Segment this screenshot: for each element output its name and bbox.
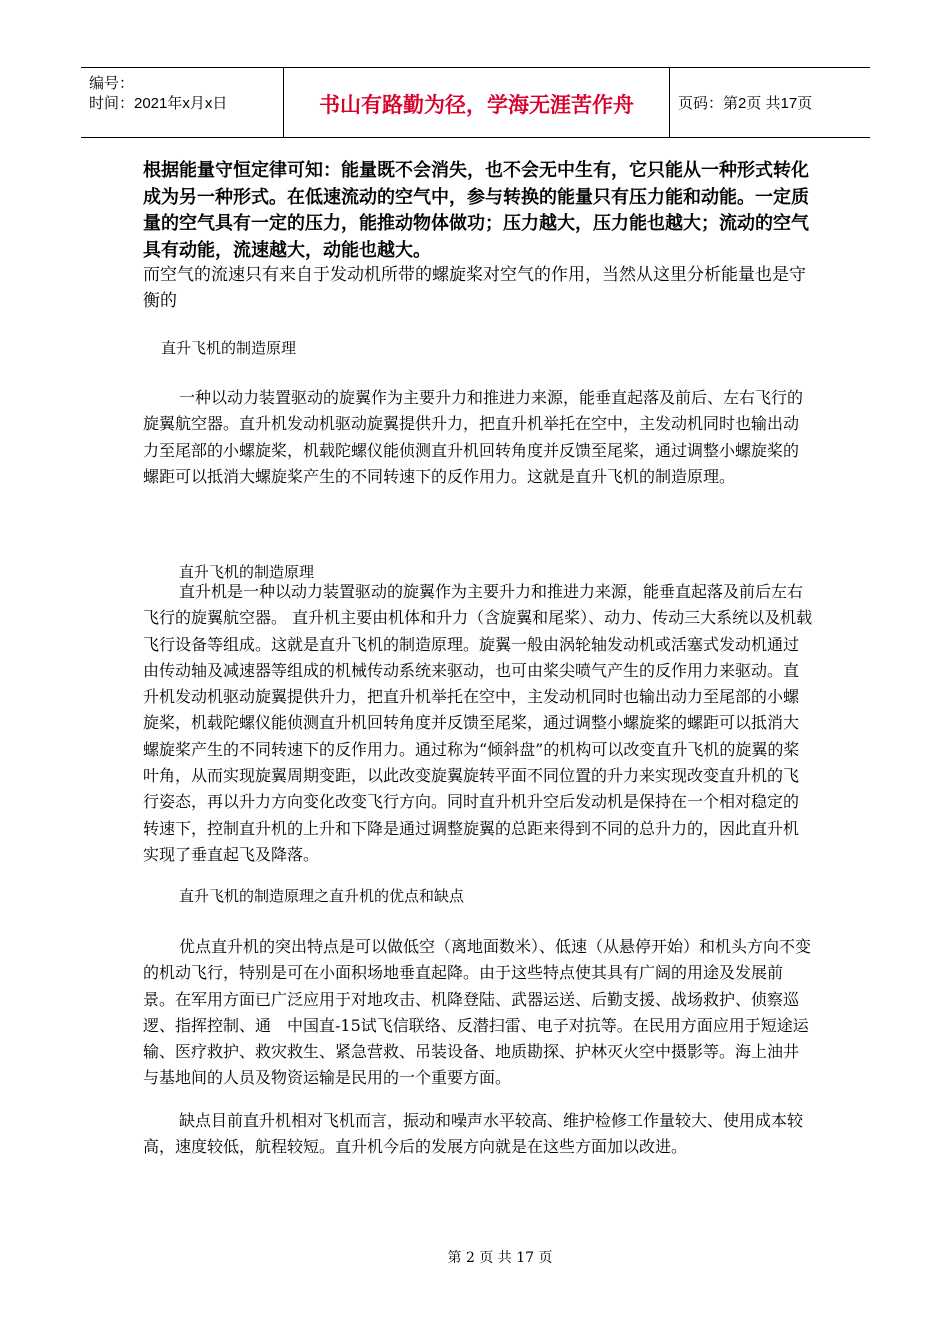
header-motto-cell <box>284 68 670 137</box>
header-page-number: 页码：第2页 共17页 <box>678 95 813 112</box>
section-heading: 直升飞机的制造原理 <box>161 339 297 357</box>
page-footer: 第 2 页 共 17 页 <box>447 1250 553 1266</box>
body-paragraph: 一种以动力装置驱动的旋翼作为主要升力和推进力来源，能垂直起落及前后、左右飞行的旋翼航空器。直升机发动机驱动旋翼提供升力，把直升机举托在空中，主发动机同时也输出动力至尾部的小螺旋桨，机载陀螺仪能侦测直升机回转角度并反馈至尾桨，通过调整小螺旋桨的螺距可以抵消大螺旋桨产生的不同转速下的反作用力。这就是直升飞机的制造原理。 <box>143 388 804 486</box>
section-heading: 直升飞机的制造原理之直升机的优点和缺点 <box>179 887 465 905</box>
body-paragraph: 直升机是一种以动力装置驱动的旋翼作为主要升力和推进力来源，能垂直起落及前后左右飞行的旋翼航空器。 直升机主要由机体和升力（含旋翼和尾桨）、动力、传动三大系统以及机载飞行设备等组成。这就是直升飞机的制造原理。旋翼一般由涡轮轴发动机或活塞式发动机通过由传动轴及减速器等组成的机械传动系统来驱动，也可由桨尖喷气产生的反作用力来驱动。直升机发动机驱动旋翼提供升力，把直升机举托在空中，主发动机同时也输出动力至尾部的小螺旋桨，机载陀螺仪能侦测直升机回转角度并反馈至尾桨，通过调整小螺旋桨的螺距可以抵消大螺旋桨产生的不同转速下的反作用力。通过称为“倾斜盘”的机构可以改变直升飞机的旋翼的桨叶角，从而实现旋翼周期变距，以此改变旋翼旋转平面不同位置的升力来实现改变直升机的飞行姿态，再以升力方向变化改变飞行方向。同时直升机升空后发动机是保持在一个相对稳定的转速下，控制直升机的上升和下降是通过调整旋翼的总距来得到不同的总升力的，因此直升机实现了垂直起飞及降落。 <box>143 582 813 864</box>
header-motto: 书山有路勤为径，学海无涯苦作舟 <box>319 93 634 117</box>
header-page-cell <box>670 68 870 137</box>
section-heading: 直升飞机的制造原理 <box>179 563 315 581</box>
page-header <box>81 67 870 138</box>
disadvantages-paragraph: 缺点目前直升机相对飞机而言，振动和噪声水平较高、维护检修工作量较大、使用成本较高，速度较低，航程较短。直升机今后的发展方向就是在这些方面加以改进。 <box>143 1111 804 1157</box>
advantages-paragraph: 优点直升机的突出特点是可以做低空（离地面数米）、低速（从悬停开始）和机头方向不变的机动飞行，特别是可在小面积场地垂直起降。由于这些特点使其具有广阔的用途及发展前景。在军用方面已广泛应用于对地攻击、机降登陆、武器运送、后勤支援、战场救护、侦察巡逻、指挥控制、通 中国直-15试飞信联络、反潜扫雷、电子对抗等。在民用方面应用于短途运输、医疗救护、救灾救生、紧急营救、吊装设备、地质勘探、护林灭火空中摄影等。海上油井与基地间的人员及物资运输是民用的一个重要方面。 <box>143 937 812 1088</box>
document-date: 时间：2021年x月x日 <box>89 95 228 112</box>
header-meta-cell <box>81 68 284 137</box>
document-number-label: 编号： <box>89 75 135 92</box>
energy-conservation-paragraph: 根据能量守恒定律可知：能量既不会消失，也不会无中生有，它只能从一种形式转化成为另一种形式。在低速流动的空气中，参与转换的能量只有压力能和动能。一定质量的空气具有一定的压力，能推动物体做功；压力越大，压力能也越大；流动的空气具有动能，流速越大，动能也越大。 <box>143 160 809 261</box>
airflow-paragraph: 而空气的流速只有来自于发动机所带的螺旋桨对空气的作用，当然从这里分析能量也是守衡的 <box>143 265 806 312</box>
